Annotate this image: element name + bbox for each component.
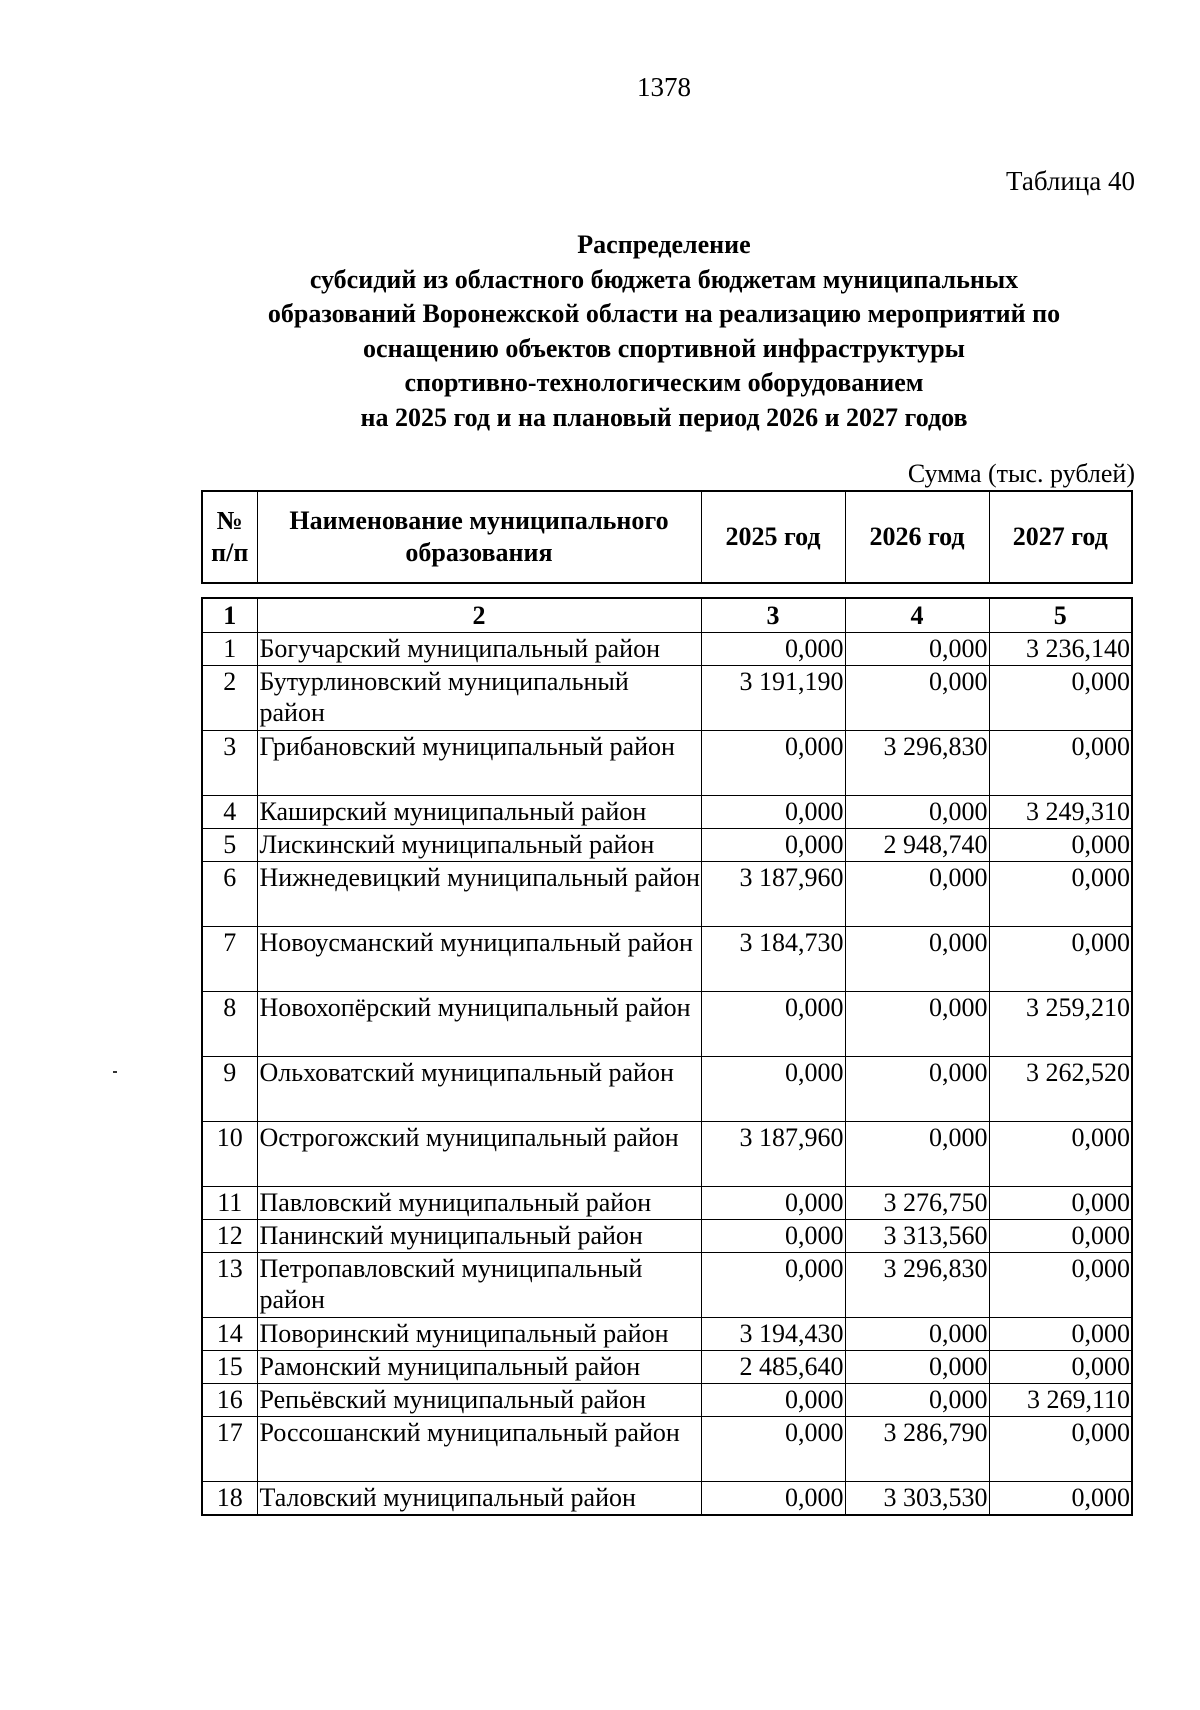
municipality-name: Каширский муниципальный район <box>257 796 701 829</box>
column-number: 4 <box>845 598 989 633</box>
table-row <box>202 1187 1132 1220</box>
value-2025: 3 187,960 <box>701 1122 845 1187</box>
row-number: 5 <box>202 829 257 862</box>
row-number: 10 <box>202 1122 257 1187</box>
municipality-name: Острогожский муниципальный район <box>257 1122 701 1187</box>
page-number: 1378 <box>637 72 691 102</box>
header-name-line1: Наименование муниципального <box>289 506 669 535</box>
row-number: 18 <box>202 1482 257 1516</box>
municipality-name: Рамонский муниципальный район <box>257 1351 701 1384</box>
value-2027: 0,000 <box>989 829 1132 862</box>
title-line: Распределение <box>577 230 751 259</box>
data-table <box>201 597 1133 1516</box>
header-num <box>202 491 257 583</box>
value-2025: 0,000 <box>701 633 845 666</box>
value-2027: 0,000 <box>989 1253 1132 1318</box>
row-number: 12 <box>202 1220 257 1253</box>
column-number: 3 <box>701 598 845 633</box>
value-2025: 0,000 <box>701 1220 845 1253</box>
row-number: 3 <box>202 731 257 796</box>
value-2026: 0,000 <box>845 1318 989 1351</box>
value-2027: 0,000 <box>989 862 1132 927</box>
title-line: спортивно-технологическим оборудованием <box>404 368 924 397</box>
value-2025: 3 191,190 <box>701 666 845 731</box>
row-number: 16 <box>202 1384 257 1417</box>
row-number: 9 <box>202 1057 257 1122</box>
value-2027: 0,000 <box>989 1187 1132 1220</box>
value-2026: 3 276,750 <box>845 1187 989 1220</box>
row-number: 15 <box>202 1351 257 1384</box>
value-2026: 0,000 <box>845 992 989 1057</box>
municipality-name: Панинский муниципальный район <box>257 1220 701 1253</box>
title-line: субсидий из областного бюджета бюджетам муниципальных <box>309 264 1019 294</box>
municipality-name: Бутурлиновский муниципальный район <box>257 666 701 731</box>
value-2025: 3 187,960 <box>701 862 845 927</box>
table-row <box>202 927 1132 992</box>
table-row <box>202 829 1132 862</box>
value-2026: 0,000 <box>845 1057 989 1122</box>
value-2027: 3 269,110 <box>989 1384 1132 1417</box>
value-2026: 3 296,830 <box>845 1253 989 1318</box>
municipality-name: Поворинский муниципальный район <box>257 1318 701 1351</box>
table-row <box>202 1482 1132 1516</box>
header-num-line2: п/п <box>211 538 249 567</box>
value-2025: 3 194,430 <box>701 1318 845 1351</box>
value-2025: 3 184,730 <box>701 927 845 992</box>
value-2027: 3 262,520 <box>989 1057 1132 1122</box>
table-row <box>202 666 1132 731</box>
value-2025: 0,000 <box>701 796 845 829</box>
column-number: 5 <box>989 598 1132 633</box>
municipality-name: Таловский муниципальный район <box>257 1482 701 1516</box>
units-label: Сумма (тыс. рублей) <box>907 459 1135 488</box>
value-2026: 0,000 <box>845 1122 989 1187</box>
municipality-name: Лискинский муниципальный район <box>257 829 701 862</box>
table-row <box>202 731 1132 796</box>
row-number: 2 <box>202 666 257 731</box>
table-row <box>202 862 1132 927</box>
value-2025: 0,000 <box>701 1417 845 1482</box>
value-2027: 0,000 <box>989 1482 1132 1516</box>
value-2025: 0,000 <box>701 1057 845 1122</box>
value-2026: 3 296,830 <box>845 731 989 796</box>
value-2026: 0,000 <box>845 1384 989 1417</box>
row-number: 11 <box>202 1187 257 1220</box>
table-row <box>202 1384 1132 1417</box>
value-2025: 0,000 <box>701 1253 845 1318</box>
value-2027: 0,000 <box>989 1351 1132 1384</box>
row-number: 17 <box>202 1417 257 1482</box>
column-number: 2 <box>257 598 701 633</box>
value-2027: 3 249,310 <box>989 796 1132 829</box>
value-2027: 0,000 <box>989 1220 1132 1253</box>
row-number: 7 <box>202 927 257 992</box>
value-2025: 0,000 <box>701 1482 845 1516</box>
row-number: 14 <box>202 1318 257 1351</box>
value-2026: 0,000 <box>845 862 989 927</box>
municipality-name: Петропавловский муниципальный район <box>257 1253 701 1318</box>
row-number: 4 <box>202 796 257 829</box>
table-row <box>202 796 1132 829</box>
header-num-line1: № <box>216 506 243 535</box>
table-row <box>202 1220 1132 1253</box>
value-2025: 0,000 <box>701 1384 845 1417</box>
value-2026: 0,000 <box>845 666 989 731</box>
table-header <box>201 490 1133 584</box>
title-line: оснащению объектов спортивной инфраструктуры <box>363 333 965 363</box>
value-2026: 3 286,790 <box>845 1417 989 1482</box>
value-2026: 0,000 <box>845 927 989 992</box>
table-row <box>202 1057 1132 1122</box>
table-row <box>202 1318 1132 1351</box>
value-2027: 0,000 <box>989 1318 1132 1351</box>
value-2025: 2 485,640 <box>701 1351 845 1384</box>
municipality-name: Россошанский муниципальный район <box>257 1417 701 1482</box>
value-2025: 0,000 <box>701 1187 845 1220</box>
table-row <box>202 633 1132 666</box>
value-2025: 0,000 <box>701 829 845 862</box>
municipality-name: Новохопёрский муниципальный район <box>257 992 701 1057</box>
table-label: Таблица 40 <box>1006 166 1135 196</box>
header-2027: 2027 год <box>989 491 1132 583</box>
header-name <box>257 491 701 583</box>
table-row <box>202 1253 1132 1318</box>
title-line: на 2025 год и на плановый период 2026 и 2027 годов <box>360 402 968 432</box>
value-2026: 0,000 <box>845 1351 989 1384</box>
municipality-name: Павловский муниципальный район <box>257 1187 701 1220</box>
row-number: 8 <box>202 992 257 1057</box>
header-name-line2: образования <box>405 538 553 567</box>
table-row <box>202 1122 1132 1187</box>
table-row <box>202 992 1132 1057</box>
municipality-name: Новоусманский муниципальный район <box>257 927 701 992</box>
header-2025: 2025 год <box>701 491 845 583</box>
value-2026: 3 303,530 <box>845 1482 989 1516</box>
value-2027: 0,000 <box>989 1122 1132 1187</box>
value-2027: 0,000 <box>989 731 1132 796</box>
value-2025: 0,000 <box>701 992 845 1057</box>
column-number-row <box>202 598 1132 633</box>
value-2027: 3 259,210 <box>989 992 1132 1057</box>
column-number: 1 <box>202 598 257 633</box>
municipality-name: Репьёвский муниципальный район <box>257 1384 701 1417</box>
row-number: 1 <box>202 633 257 666</box>
table-row <box>202 1417 1132 1482</box>
value-2025: 0,000 <box>701 731 845 796</box>
municipality-name: Нижнедевицкий муниципальный район <box>257 862 701 927</box>
title-line: образований Воронежской области на реализацию мероприятий по <box>267 299 1061 328</box>
document-title <box>130 228 1198 435</box>
table-body <box>202 598 1132 1515</box>
scan-mark <box>113 1071 117 1073</box>
municipality-name: Ольховатский муниципальный район <box>257 1057 701 1122</box>
value-2027: 3 236,140 <box>989 633 1132 666</box>
value-2027: 0,000 <box>989 927 1132 992</box>
row-number: 13 <box>202 1253 257 1318</box>
value-2026: 0,000 <box>845 796 989 829</box>
value-2027: 0,000 <box>989 666 1132 731</box>
header-2026: 2026 год <box>845 491 989 583</box>
value-2026: 0,000 <box>845 633 989 666</box>
municipality-name: Грибановский муниципальный район <box>257 731 701 796</box>
value-2026: 3 313,560 <box>845 1220 989 1253</box>
value-2026: 2 948,740 <box>845 829 989 862</box>
row-number: 6 <box>202 862 257 927</box>
municipality-name: Богучарский муниципальный район <box>257 633 701 666</box>
value-2027: 0,000 <box>989 1417 1132 1482</box>
table-row <box>202 1351 1132 1384</box>
